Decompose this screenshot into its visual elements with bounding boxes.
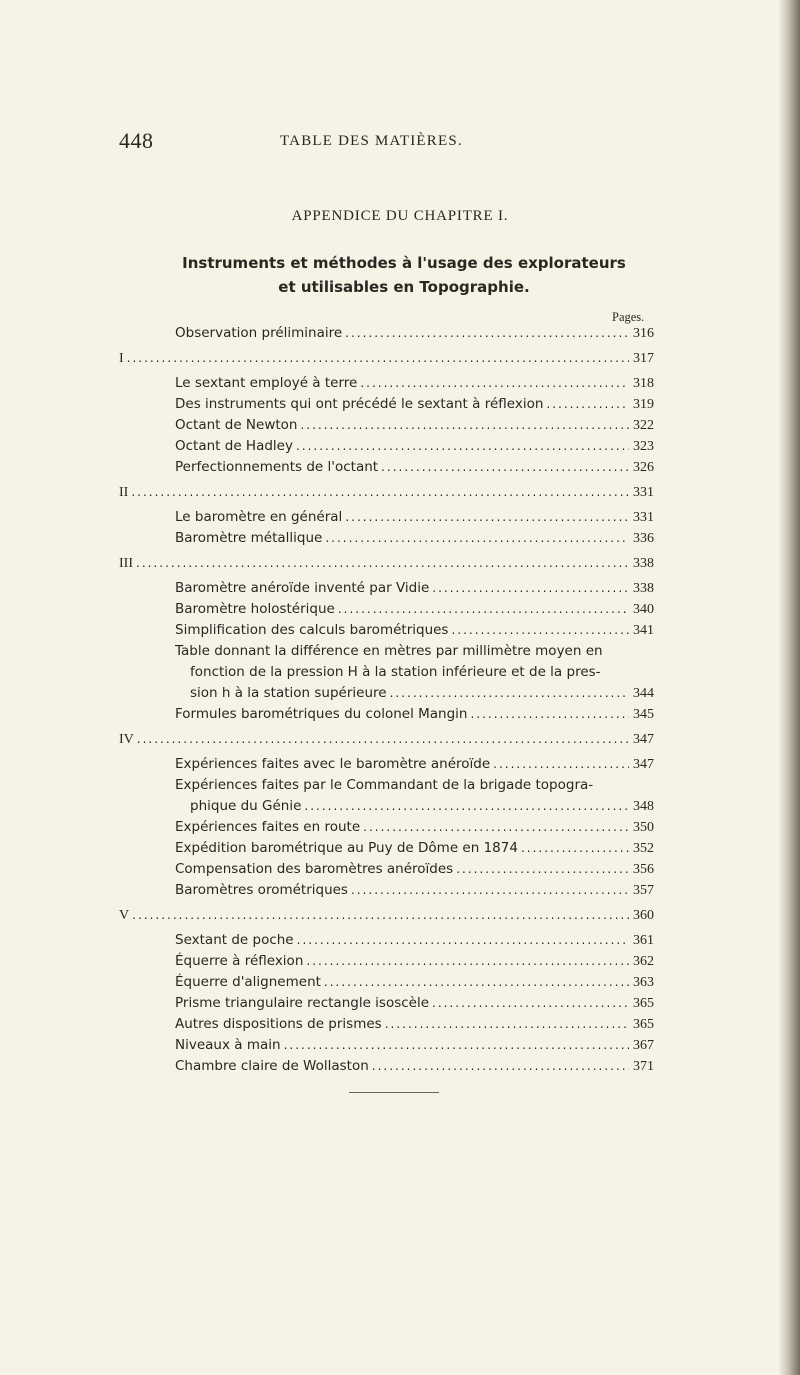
toc-entry-page: 340 [633, 602, 654, 617]
leader-dots [351, 883, 629, 897]
toc-entry-page: 347 [633, 732, 654, 747]
toc-entry-page: 361 [633, 933, 654, 948]
toc-entry-text: Le baromètre en général [175, 509, 343, 525]
leader-dots [470, 707, 629, 721]
toc-entry-text: Équerre à réflexion [175, 953, 304, 969]
toc-entry-text: Octant de Hadley [175, 438, 293, 454]
toc-entry-text: IV [119, 732, 134, 747]
toc-entry-continued [190, 664, 654, 684]
leader-dots [360, 376, 629, 390]
leader-dots [325, 531, 629, 545]
toc-entry-text: Chambre claire de Wollaston [175, 1058, 369, 1074]
toc-entry-text: Baromètre holostérique [175, 601, 335, 617]
leader-dots [324, 975, 629, 989]
leader-dots [136, 556, 629, 570]
toc-entry-page: 363 [633, 975, 654, 990]
toc-entry-page: 344 [633, 686, 654, 701]
toc-section-heading [119, 732, 654, 752]
toc-entry [175, 325, 654, 345]
toc-entry-page: 341 [633, 623, 654, 638]
toc-entry-text: Expériences faites avec le baromètre anéroïde [175, 756, 491, 772]
toc-entry-page: 331 [633, 485, 654, 500]
section-title-line-2: et utilisables en Topographie. [278, 278, 530, 296]
leader-dots [306, 954, 629, 968]
leader-dots [345, 326, 629, 340]
section-title-line-1: Instruments et méthodes à l'usage des explorateurs [182, 254, 626, 272]
toc-entry-page: 318 [633, 376, 654, 391]
closing-rule [349, 1092, 439, 1093]
toc-entry [175, 622, 654, 642]
toc-entry-text: I [119, 351, 124, 366]
toc-entry [175, 580, 654, 600]
toc-entry [175, 706, 654, 726]
leader-dots [451, 623, 629, 637]
running-head: TABLE DES MATIÈRES. [280, 133, 463, 149]
toc-entry-page: 338 [633, 581, 654, 596]
toc-entry-text: Octant de Newton [175, 417, 298, 433]
toc-entry-page: 371 [633, 1059, 654, 1074]
toc-entry-text: Expériences faites par le Commandant de la brigade topogra- [175, 777, 594, 793]
toc-entry-text: Sextant de poche [175, 932, 294, 948]
toc-entry-text: Table donnant la différence en mètres par millimètre moyen en [175, 643, 603, 659]
toc-entry [175, 995, 654, 1015]
toc-entry-text: III [119, 556, 133, 571]
toc-entry [175, 1058, 654, 1078]
toc-entry [175, 509, 654, 529]
toc-entry [175, 953, 654, 973]
leader-dots [284, 1038, 629, 1052]
toc-entry [175, 601, 654, 621]
leader-dots [304, 799, 629, 813]
toc-entry [175, 974, 654, 994]
toc-entry-text: Des instruments qui ont précédé le sextant à réflexion [175, 396, 544, 412]
toc-entry [175, 819, 654, 839]
leader-dots [372, 1059, 629, 1073]
leader-dots [493, 757, 629, 771]
toc-entry-text: Le sextant employé à terre [175, 375, 358, 391]
toc-entry-text: Formules barométriques du colonel Mangin [175, 706, 468, 722]
toc-entry-continued [175, 643, 654, 663]
toc-entry-text: Expédition barométrique au Puy de Dôme en 1874 [175, 840, 518, 856]
toc-entry-text: Simplification des calculs barométriques [175, 622, 449, 638]
leader-dots [127, 351, 629, 365]
toc-entry [175, 417, 654, 437]
toc-entry-page: 326 [633, 460, 654, 475]
toc-entry-page: 323 [633, 439, 654, 454]
pages-column-label: Pages. [612, 310, 645, 324]
toc-entry [175, 459, 654, 479]
toc-entry-text: Équerre d'alignement [175, 974, 321, 990]
toc-entry-text: Autres dispositions de prismes [175, 1016, 382, 1032]
toc-entry-page: 360 [633, 908, 654, 923]
toc-entry [175, 438, 654, 458]
toc-entry [175, 861, 654, 881]
toc-entry-text: Perfectionnements de l'octant [175, 459, 379, 475]
toc-entry-text: Compensation des baromètres anéroïdes [175, 861, 454, 877]
toc-entry-page: 322 [633, 418, 654, 433]
toc-entry-text: Baromètres orométriques [175, 882, 348, 898]
toc-entry-page: 367 [633, 1038, 654, 1053]
leader-dots [132, 908, 629, 922]
toc-entry-text: Niveaux à main [175, 1037, 281, 1053]
toc-entry-page: 316 [633, 326, 654, 341]
toc-entry-text: sion h à la station supérieure [190, 685, 387, 701]
toc-entry [175, 756, 654, 776]
toc-entry-page: 317 [633, 351, 654, 366]
toc-entry [175, 1037, 654, 1057]
toc-entry-page: 319 [633, 397, 654, 412]
toc-entry [175, 1016, 654, 1036]
leader-dots [390, 686, 629, 700]
toc-entry-page: 352 [633, 841, 654, 856]
toc-entry [190, 685, 654, 705]
toc-section-heading [119, 556, 654, 576]
leader-dots [338, 602, 629, 616]
toc-section-heading [119, 351, 654, 371]
leader-dots [546, 397, 629, 411]
toc-entry-page: 350 [633, 820, 654, 835]
toc-entry-page: 348 [633, 799, 654, 814]
toc-entry [175, 882, 654, 902]
leader-dots [521, 841, 629, 855]
leader-dots [385, 1017, 629, 1031]
toc-entry-page: 365 [633, 996, 654, 1011]
toc-entry [175, 932, 654, 952]
toc-section-heading [119, 485, 654, 505]
toc-entry [175, 375, 654, 395]
toc-entry-page: 338 [633, 556, 654, 571]
toc-entry-text: Observation préliminaire [175, 325, 343, 341]
toc-entry-page: 347 [633, 757, 654, 772]
toc-entry [175, 840, 654, 860]
leader-dots [300, 418, 629, 432]
toc-section-heading [119, 908, 654, 928]
toc-entry-text: Prisme triangulaire rectangle isoscèle [175, 995, 430, 1011]
leader-dots [363, 820, 629, 834]
toc-entry-text: fonction de la pression H à la station inférieure et de la pres- [190, 664, 601, 680]
leader-dots [456, 862, 629, 876]
toc-entry-page: 357 [633, 883, 654, 898]
leader-dots [137, 732, 629, 746]
toc-entry-page: 336 [633, 531, 654, 546]
toc-entry-text: II [119, 485, 129, 500]
toc-entry [175, 530, 654, 550]
toc-entry-page: 362 [633, 954, 654, 969]
leader-dots [432, 581, 629, 595]
toc-entry-page: 331 [633, 510, 654, 525]
leader-dots [381, 460, 629, 474]
leader-dots [432, 996, 629, 1010]
leader-dots [345, 510, 629, 524]
leader-dots [131, 485, 629, 499]
toc-entry-page: 365 [633, 1017, 654, 1032]
toc-entry [175, 396, 654, 416]
toc-entry-continued [175, 777, 654, 797]
page-number: 448 [119, 128, 154, 153]
toc-entry-page: 356 [633, 862, 654, 877]
toc-entry-text: Baromètre métallique [175, 530, 323, 546]
leader-dots [296, 439, 629, 453]
toc-entry-text: phique du Génie [190, 798, 302, 814]
toc-entry-text: Baromètre anéroïde inventé par Vidie [175, 580, 430, 596]
toc-entry-page: 345 [633, 707, 654, 722]
appendix-title: APPENDICE DU CHAPITRE I. [291, 208, 509, 224]
toc-entry [190, 798, 654, 818]
leader-dots [297, 933, 629, 947]
toc-entry-text: Expériences faites en route [175, 819, 361, 835]
toc-entry-text: V [119, 908, 130, 923]
